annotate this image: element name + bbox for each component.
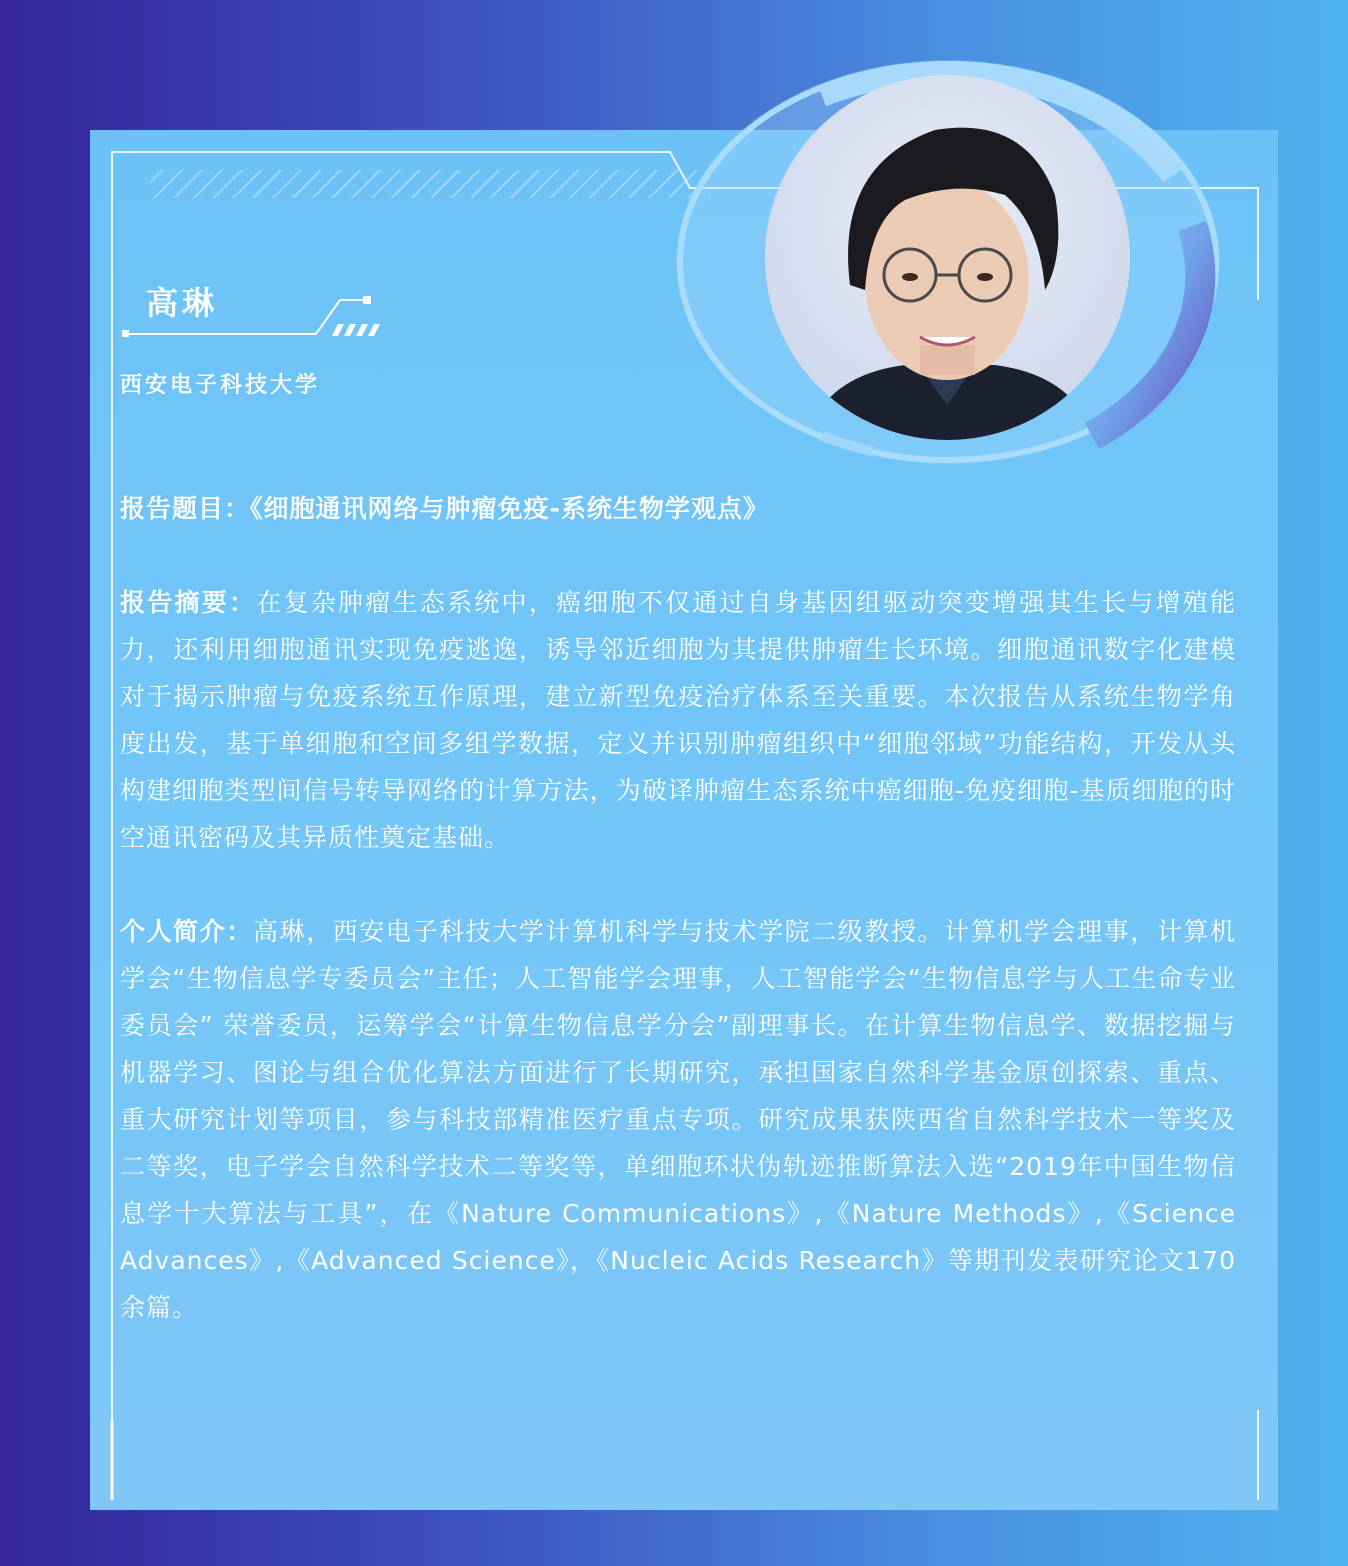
speaker-bio-text: 高琳，西安电子科技大学计算机科学与技术学院二级教授。计算机学会理事，计算机学会“生物信息学专委员会”主任；人工智能学会理事，人工智能学会“生物信息学与人工生命专业委员会” 荣誉委员，运筹学会“计算生物信息学分会”副理事长。在计算生物信息学、数据挖掘与机器学习、图论与组合优化算法方面进行了长期研究，承担国家自然科学基金原创探索、重点、重大研究计划等项目，参与科技部精准医疗重点专项。研究成果获陕西省自然科学技术一等奖及二等奖，电子学会自然科学技术二等奖等，单细胞环状伪轨迹推断算法入选“2019年中国生物信息学十大算法与工具”，在《Nature Communications》,《Nature Methods》,《Science Advances》,《Advanced Science》，《Nucleic Acids Research》等期刊发表研究论文170余篇。	[120, 917, 1236, 1322]
portrait-illustration	[765, 75, 1130, 440]
report-abstract	[120, 579, 1236, 861]
report-title-label: 报告题目：	[120, 494, 251, 523]
name-underline-decoration	[120, 290, 390, 340]
report-title	[120, 485, 1236, 532]
content-body	[120, 485, 1236, 1378]
report-abstract-text: 在复杂肿瘤生态系统中，癌细胞不仅通过自身基因组驱动突变增强其生长与增殖能力，还利用细胞通讯实现免疫逃逸，诱导邻近细胞为其提供肿瘤生长环境。细胞通讯数字化建模对于揭示肿瘤与免疫系统互作原理，建立新型免疫治疗体系至关重要。本次报告从系统生物学角度出发，基于单细胞和空间多组学数据，定义并识别肿瘤组织中“细胞邻域”功能结构，开发从头构建细胞类型间信号转导网络的计算方法，为破译肿瘤生态系统中癌细胞-免疫细胞-基质细胞的时空通讯密码及其异质性奠定基础。	[120, 588, 1236, 852]
report-abstract-label: 报告摘要：	[120, 588, 257, 617]
report-title-value: 《细胞通讯网络与肿瘤免疫-系统生物学观点》	[250, 494, 769, 523]
speaker-name: 高琳	[146, 284, 219, 322]
speaker-bio-label: 个人简介：	[120, 917, 253, 946]
speaker-affiliation: 西安电子科技大学	[120, 373, 321, 398]
speaker-bio	[120, 908, 1236, 1331]
decorative-stripes	[150, 170, 710, 198]
speaker-photo	[765, 75, 1130, 440]
